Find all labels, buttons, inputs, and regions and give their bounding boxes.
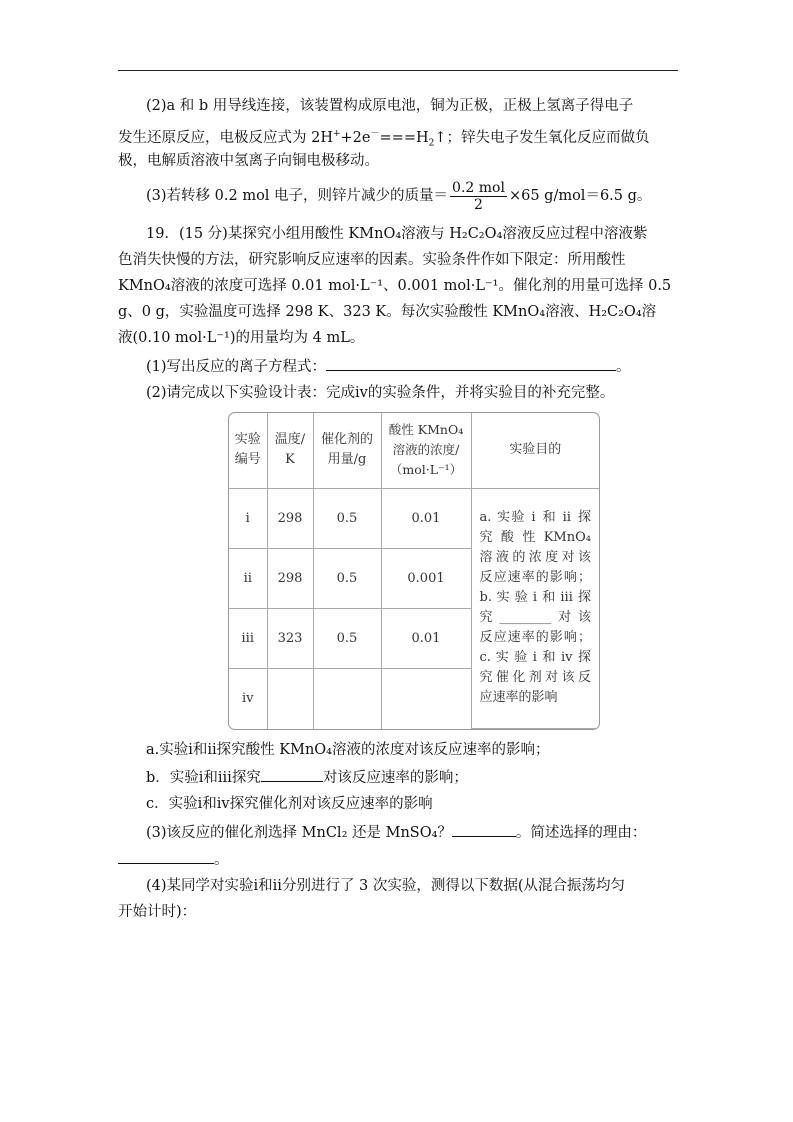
cell-cat: 0.5 [313, 488, 381, 548]
question-19-line-3: KMnO₄溶液的浓度可选择 0.01 mol·L⁻¹、0.001 mol·L⁻¹。催化剂的用量可选择 0.5 [118, 278, 672, 294]
cell-temp: 298 [267, 548, 313, 608]
purpose-c: c．实验ⅰ和ⅳ探究催化剂对该反应速率的影响 [146, 796, 433, 812]
answer-2-line-3: 极，电解质溶液中氢离子向铜电极移动。 [118, 153, 379, 169]
cell-id: ⅲ [229, 608, 267, 668]
header-concentration: 酸性 KMnO₄ 溶液的浓度/ （mol·L⁻¹） [381, 413, 471, 488]
answer-2-line-1: (2)a 和 b 用导线连接，该装置构成原电池，铜为正极，正极上氢离子得电子 [146, 98, 634, 114]
cell-id: ⅰ [229, 488, 267, 548]
cell-conc: 0.01 [381, 608, 471, 668]
question-3: (3)该反应的催化剂选择 MnCl₂ 还是 MnSO₄？ 。简述选择的理由： [118, 822, 706, 843]
cell-id: ⅱ [229, 548, 267, 608]
question-2: (2)请完成以下实验设计表：完成ⅳ的实验条件，并将实验目的补充完整。 [146, 385, 615, 401]
question-1: (1)写出反应的离子方程式： 。 [118, 356, 706, 377]
header-catalyst: 催化剂的 用量/g [313, 413, 381, 488]
header-purpose: 实验目的 [471, 413, 599, 488]
header-temperature: 温度/ K [267, 413, 313, 488]
cell-temp-input[interactable] [267, 668, 313, 728]
cell-cat: 0.5 [313, 548, 381, 608]
cell-conc-input[interactable] [381, 668, 471, 728]
purpose-b: b．实验ⅰ和ⅲ探究 对该反应速率的影响； [118, 767, 706, 788]
answer-blank-3[interactable] [452, 822, 516, 837]
answer-blank-1[interactable] [326, 356, 616, 371]
question-19-line-1: 19．(15 分)某探究小组用酸性 KMnO₄溶液与 H₂C₂O₄溶液反应过程中溶液紫 [146, 226, 648, 242]
header-rule [118, 70, 678, 71]
cell-temp: 323 [267, 608, 313, 668]
cell-temp: 298 [267, 488, 313, 548]
cell-conc: 0.001 [381, 548, 471, 608]
experiment-design-table [228, 412, 600, 730]
cell-conc: 0.01 [381, 488, 471, 548]
question-4-line-2: 开始计时)： [118, 904, 197, 920]
answer-3: (3)若转移 0.2 mol 电子，则锌片减少的质量＝ $\frac{\text{0.2 mol}}{2}$ ×65 g/mol＝6.5 g。 [146, 179, 652, 213]
answer-blank-reason[interactable] [118, 849, 214, 864]
cell-cat-input[interactable] [313, 668, 381, 728]
purpose-cell: a. 实验 ⅰ 和 ⅱ 探 究 酸 性 KMnO₄ 溶液的浓度对该 反应速率的影响； b. 实 验 ⅰ 和 ⅲ 探 究________对该 反应速率的影响； c. 实 验 ⅰ 和 ⅳ 探 究催化剂对该反 应速率的影响 [471, 488, 599, 728]
question-19-line-5: 液(0.10 mol·L⁻¹)的用量均为 4 mL。 [118, 330, 365, 346]
question-4-line-1: (4)某同学对实验ⅰ和ⅱ分别进行了 3 次实验，测得以下数据(从混合振荡均匀 [146, 878, 626, 894]
header-experiment-id: 实验 编号 [229, 413, 267, 488]
mass-fraction: $\frac{\text{0.2 mol}}{2}$ [452, 179, 505, 213]
purpose-a: a.实验ⅰ和ⅱ探究酸性 KMnO₄溶液的浓度对该反应速率的影响； [146, 742, 550, 758]
question-3-reason: 。 [118, 849, 678, 870]
cell-id: ⅳ [229, 668, 267, 728]
table-row [229, 488, 599, 548]
question-19-line-4: g、0 g，实验温度可选择 298 K、323 K。每次实验酸性 KMnO₄溶液、H₂C₂O₄溶 [118, 304, 657, 320]
question-19-line-2: 色消失快慢的方法，研究影响反应速率的因素。实验条件作如下限定：所用酸性 [118, 252, 626, 268]
answer-blank-b[interactable] [261, 767, 323, 782]
cell-cat: 0.5 [313, 608, 381, 668]
answer-2-line-2: 发生还原反应，电极反应式为 $2H^++2e^-===H_2↑$；锌失电子发生氧化反应而做负 [118, 129, 650, 149]
